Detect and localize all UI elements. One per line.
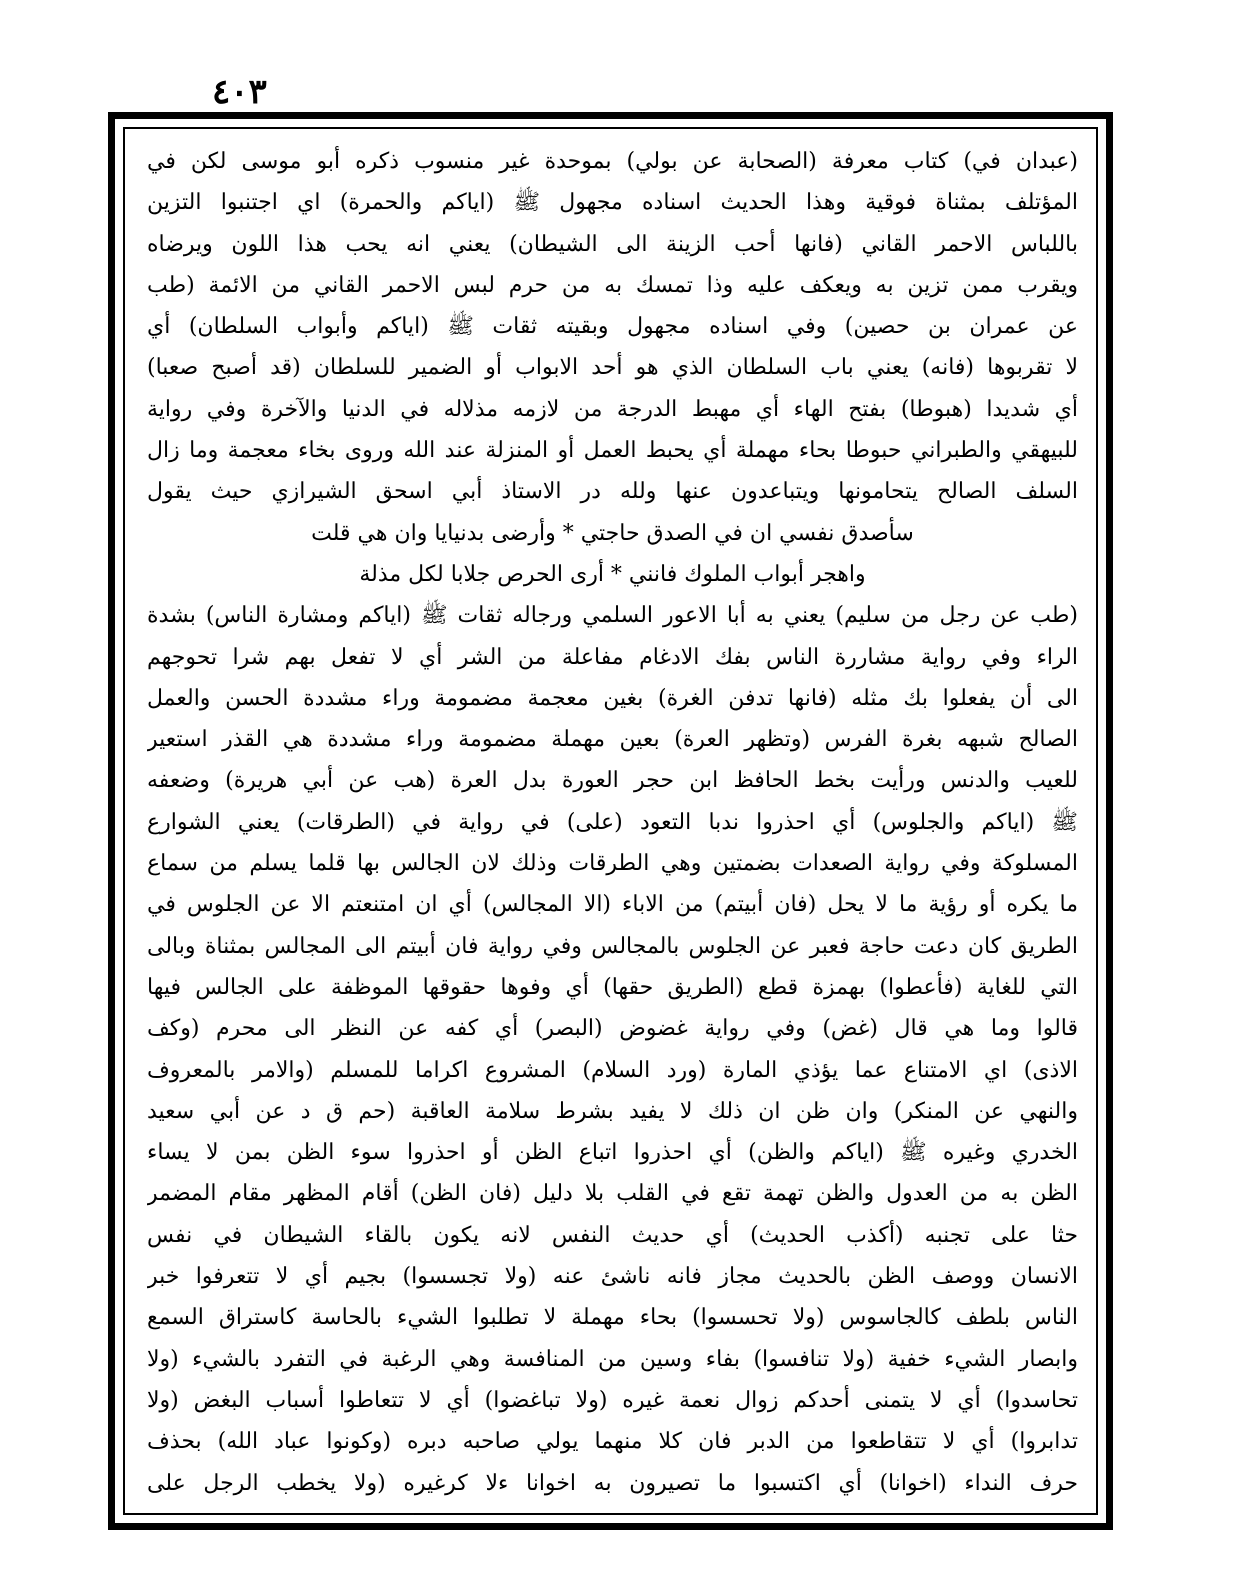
text-line: (طب عن رجل من سليم) يعني به أبا الاعور السلمي ورجاله ثقات ﷺ (اياكم ومشارة الناس) بشدة — [147, 603, 1078, 629]
text-line: ﷺ (اياكم والجلوس) أي احذروا ندبا التعود (على) في رواية في (الطرقات) يعني الشوارع — [147, 809, 1078, 835]
text-line: (عبدان في) كتاب معرفة (الصحابة عن بولي) بموحدة غير منسوب ذكره أبو موسى لكن في — [147, 149, 1078, 174]
text-line: المسلوكة وفي رواية الصعدات بضمتين وهي الطرقات وذلك لان الجالس بها قلما يسلم من سماع — [147, 851, 1078, 877]
text-line: التي للغاية (فأعطوا) بهمزة قطع (الطريق حقها) أي وفوها حقوقها الموظفة على الجالس فيها — [147, 974, 1078, 1000]
verse-line: واهجر أبواب الملوك فانني * أرى الحرص جلابا لكل مذلة — [359, 561, 866, 587]
text-line: الراء وفي رواية مشاررة الناس بفك الادغام مفاعلة من الشر أي لا تفعل بهم شرا تحوجهم — [147, 644, 1078, 670]
text-line: والنهي عن المنكر) وان ظن ان ذلك لا يفيد بشرط سلامة العاقبة (حم ق د عن أبي سعيد — [147, 1098, 1078, 1124]
text-line: تحاسدوا) أي لا يتمنى أحدكم زوال نعمة غيره (ولا تباغضوا) أي لا تتعاطوا أسباب البغض (ولا — [147, 1387, 1078, 1413]
text-line: الطريق كان دعت حاجة فعبر عن الجلوس بالمجالس وفي رواية فان أبيتم الى المجالس بمثناة وبالى — [147, 933, 1078, 959]
text-line: لا تقربوها (فانه) يعني باب السلطان الذي هو أحد الابواب أو الضمير للسلطان (قد أصبح صعبا) — [147, 355, 1078, 381]
text-line: الخدري وغيره ﷺ (اياكم والظن) أي احذروا اتباع الظن أو احذروا سوء الظن بمن لا يساء — [147, 1140, 1078, 1166]
text-line: وابصار الشيء خفية (ولا تنافسوا) بفاء وسين من المنافسة وهي الرغبة في التفرد بالشيء (ولا — [147, 1346, 1078, 1372]
page-number: ٤٠٣ — [212, 72, 267, 112]
verse-line: سأصدق نفسي ان في الصدق حاجتي * وأرضى بدنيايا وان هي قلت — [311, 520, 914, 546]
main-text — [147, 141, 1078, 1504]
text-line: المؤتلف بمثناة فوقية وهذا الحديث اسناده مجهول ﷺ (اياكم والحمرة) اي اجتنبوا التزين — [147, 190, 1078, 216]
text-line: ما يكره أو رؤية ما لا يحل (فان أبيتم) من الاباء (الا المجالس) أي ان امتنعتم الا عن الجلوس في — [147, 892, 1078, 918]
text-line: الانسان ووصف الظن بالحديث مجاز فانه ناشئ عنه (ولا تجسسوا) بجيم أي لا تتعرفوا خبر — [147, 1264, 1078, 1290]
page-inner-border — [123, 127, 1098, 1515]
page-border — [108, 112, 1113, 1530]
text-line: الصالح شبهه بغرة الفرس (وتظهر العرة) بعين مهملة مضمومة وراء مشددة هي القذر استعير — [147, 727, 1078, 753]
text-line: الظن به من العدول والظن تهمة تقع في القلب بلا دليل (فان الظن) أقام المظهر مقام المضمر — [147, 1181, 1078, 1207]
text-line: ويقرب ممن تزين به ويعكف عليه وذا تمسك به من حرم لبس الاحمر القاني من الائمة (طب — [147, 272, 1078, 298]
text-line: أي شديدا (هبوطا) بفتح الهاء أي مهبط الدرجة من لازمه مذلاله في الدنيا والآخرة وفي رواية — [147, 396, 1078, 422]
text-line: السلف الصالح يتحامونها ويتباعدون عنها ولله در الاستاذ أبي اسحق الشيرازي حيث يقول — [147, 479, 1078, 505]
text-line: الى أن يفعلوا بك مثله (فانها تدفن الغرة) بغين معجمة مضمومة وراء مشددة الحسن والعمل — [147, 685, 1078, 711]
text-line: حثا على تجنبه (أكذب الحديث) أي حديث النفس لانه يكون بالقاء الشيطان في نفس — [147, 1222, 1078, 1248]
text-line: للبيهقي والطبراني حبوطا بحاء مهملة أي يحبط العمل أو المنزلة عند الله وروى بخاء معجمة وما زال — [147, 438, 1078, 464]
text-line: حرف النداء (اخوانا) أي اكتسبوا ما تصيرون به اخوانا ءلا كرغيره (ولا يخطب الرجل على — [147, 1470, 1078, 1496]
text-line: تدابروا) أي لا تتقاطعوا من الدبر فان كلا منهما يولي صاحبه دبره (وكونوا عباد الله) بحذف — [147, 1429, 1078, 1455]
text-line: الناس بلطف كالجاسوس (ولا تحسسوا) بحاء مهملة لا تطلبوا الشيء بالحاسة كاستراق السمع — [147, 1305, 1078, 1331]
text-line: قالوا وما هي قال (غض) وفي رواية غضوض (البصر) أي كفه عن النظر الى محرم (وكف — [147, 1016, 1078, 1042]
text-line: باللباس الاحمر القاني (فانها أحب الزينة الى الشيطان) يعني انه يحب هذا اللون ويرضاه — [147, 231, 1078, 257]
text-line: عن عمران بن حصين) وفي اسناده مجهول وبقيته ثقات ﷺ (اياكم وأبواب السلطان) أي — [147, 314, 1078, 340]
text-line: للعيب والدنس ورأيت بخط الحافظ ابن حجر العورة بدل العرة (هب عن أبي هريرة) وضعفه — [147, 768, 1078, 794]
text-line: الاذى) اي الامتناع عما يؤذي المارة (ورد السلام) المشروع اكراما للمسلم (والامر بالمعروف — [147, 1057, 1078, 1083]
